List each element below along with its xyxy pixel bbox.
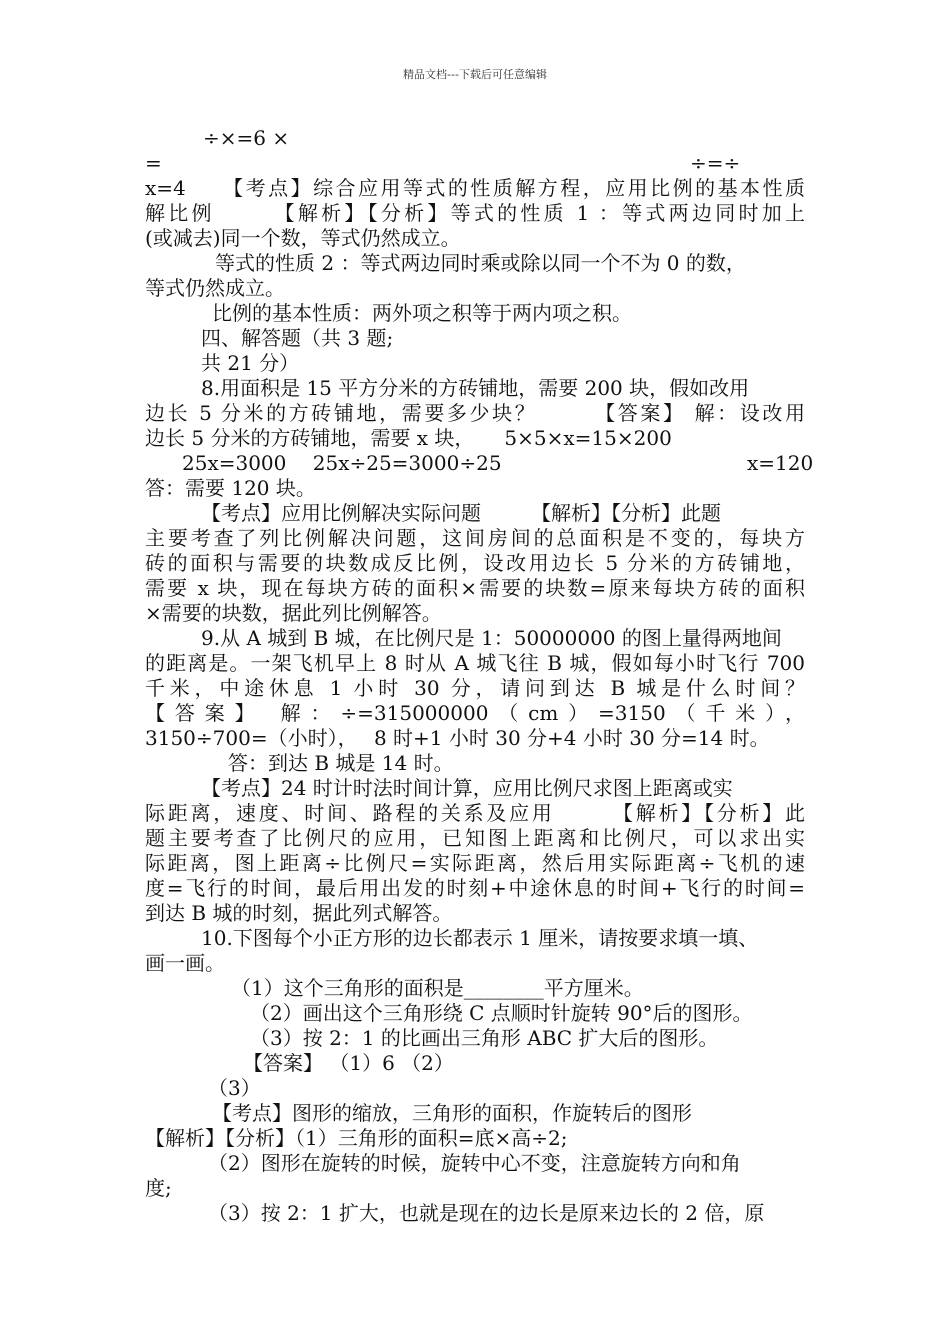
text-line: 际距离，图上距离÷比例尺=实际距离，然后用实际距离÷飞机的速 <box>145 851 805 875</box>
text-line: 【考点】图形的缩放，三角形的面积，作旋转后的图形 <box>212 1101 692 1125</box>
text-line: ÷×=6 × <box>203 126 290 150</box>
text-line: 四、解答题（共 3 题; <box>201 326 394 350</box>
text-line: 画一画。 <box>145 951 225 975</box>
text-line: 需要 x 块，现在每块方砖的面积×需要的块数=原来每块方砖的面积 <box>145 576 805 600</box>
text-line: x=120 <box>747 451 814 475</box>
text-line: 【解析】【分析】（1）三角形的面积=底×高÷2; <box>145 1126 568 1150</box>
text-line: (或减去)同一个数，等式仍然成立。 <box>145 226 461 250</box>
text-line: 10.下图每个小正方形的边长都表示 1 厘米，请按要求填一填、 <box>201 926 759 950</box>
text-line: 题主要考查了比例尺的应用，已知图上距离和比例尺，可以求出实 <box>145 826 805 850</box>
text-line: 共 21 分） <box>201 351 300 375</box>
text-line: 的距离是。一架飞机早上 8 时从 A 城飞往 B 城，假如每小时飞行 700 <box>145 651 805 675</box>
text-line: （2）画出这个三角形绕 C 点顺时针旋转 90°后的图形。 <box>250 1001 753 1025</box>
text-line: 【答案】 解：÷=315000000（cm）=3150（千米）， <box>145 701 805 725</box>
text-line: （3）按 2：1 的比画出三角形 ABC 扩大后的图形。 <box>250 1026 719 1050</box>
text-line: ÷=÷ <box>690 151 741 175</box>
text-line: （2）图形在旋转的时候，旋转中心不变，注意旋转方向和角 <box>208 1151 741 1175</box>
text-line: ×需要的块数，据此列比例解答。 <box>145 601 442 625</box>
text-line: 答：需要 120 块。 <box>145 476 316 500</box>
text-line: 砖的面积与需要的块数成反比例，设改用边长 5 分米的方砖铺地， <box>145 551 805 575</box>
text-line: 千米，中途休息 1 小时 30 分，请问到达 B 城是什么时间？ <box>145 676 805 700</box>
text-line: 【考点】应用比例解决实际问题 【解析】【分析】此题 <box>201 501 721 525</box>
text-line: x=4 【考点】综合应用等式的性质解方程，应用比例的基本性质 <box>145 176 805 200</box>
text-line: 【考点】24 时计时法时间计算，应用比例尺求图上距离或实 <box>201 776 733 800</box>
text-line: 9.从 A 城到 B 城，在比例尺是 1：50000000 的图上量得两地间 <box>201 626 782 650</box>
page-header: 精品文档---下载后可任意编辑 <box>403 68 547 81</box>
text-line: 【答案】 （1）6 （2） <box>243 1051 454 1075</box>
text-line: 25x=3000 25x÷25=3000÷25 <box>182 451 502 475</box>
text-line: 3150÷700=（小时）， 8 时+1 小时 30 分+4 小时 30 分=14 时。 <box>145 726 770 750</box>
text-line: 度=飞行的时间，最后用出发的时刻+中途休息的时间+飞行的时间= <box>145 876 805 900</box>
text-line: （3） <box>208 1076 261 1100</box>
text-line: = <box>145 151 162 175</box>
text-line: 8.用面积是 15 平方分米的方砖铺地，需要 200 块，假如改用 <box>201 376 750 400</box>
text-line: 际距离，速度、时间、路程的关系及应用 【解析】【分析】此 <box>145 801 805 825</box>
text-line: 边长 5 分米的方砖铺地，需要 x 块， 5×5×x=15×200 <box>145 426 672 450</box>
text-line: （1）这个三角形的面积是________平方厘米。 <box>231 976 644 1000</box>
text-line: 答：到达 B 城是 14 时。 <box>228 751 454 775</box>
text-line: 等式仍然成立。 <box>145 276 285 300</box>
text-line: 主要考查了列比例解决问题，这间房间的总面积是不变的，每块方 <box>145 526 805 550</box>
text-line: 度; <box>145 1176 172 1200</box>
text-line: 到达 B 城的时刻，据此列式解答。 <box>145 901 453 925</box>
text-line: 边长 5 分米的方砖铺地，需要多少块？ 【答案】 解：设改用 <box>145 401 805 425</box>
text-line: （3）按 2：1 扩大，也就是现在的边长是原来边长的 2 倍，原 <box>208 1201 765 1225</box>
text-line: 解比例 【解析】【分析】等式的性质 1 ：等式两边同时加上 <box>145 201 805 225</box>
text-line: 比例的基本性质：两外项之积等于两内项之积。 <box>212 301 632 325</box>
text-line: 等式的性质 2 ：等式两边同时乘或除以同一个不为 0 的数， <box>215 251 746 275</box>
